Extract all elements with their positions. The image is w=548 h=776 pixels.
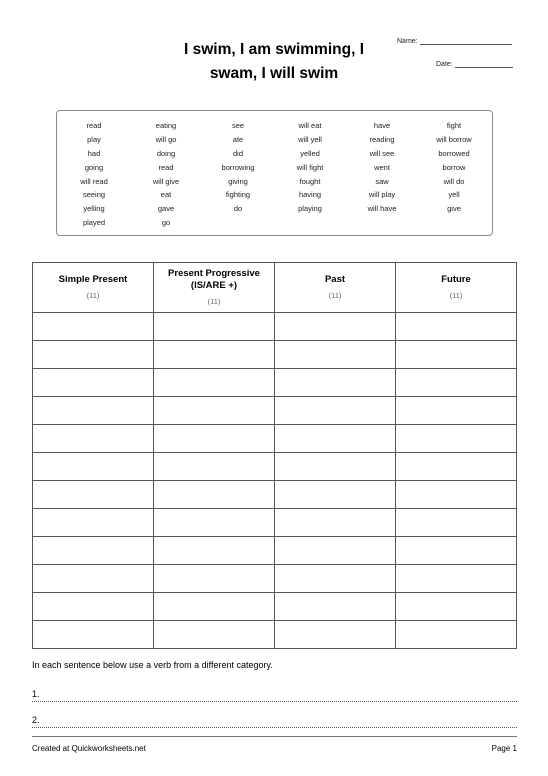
table-row — [33, 425, 517, 453]
answer-cell[interactable] — [275, 425, 396, 453]
word: giving — [228, 176, 248, 186]
table-header-row — [33, 263, 517, 313]
answer-cell[interactable] — [33, 453, 154, 481]
table-body — [33, 313, 517, 649]
word: will go — [155, 134, 177, 144]
table-row — [33, 565, 517, 593]
word: eat — [160, 190, 172, 200]
word: going — [84, 162, 104, 172]
word: go — [161, 218, 171, 228]
answer-cell[interactable] — [33, 509, 154, 537]
answer-cell[interactable] — [33, 369, 154, 397]
table-row — [33, 313, 517, 341]
word: had — [87, 148, 101, 158]
header-sublabel: (IS/ARE +) — [190, 279, 238, 291]
table-row — [33, 621, 517, 649]
word: will read — [80, 176, 108, 186]
answer-cell[interactable] — [396, 537, 517, 565]
word-bank-column — [58, 119, 130, 230]
word-bank-column — [202, 119, 274, 216]
word: do — [233, 204, 243, 214]
answer-cell[interactable] — [154, 481, 275, 509]
footer-credit: Created at Quickworksheets.net — [32, 744, 146, 753]
word: will have — [367, 204, 397, 214]
date-line[interactable] — [455, 67, 513, 68]
table-row — [33, 369, 517, 397]
answer-cell[interactable] — [154, 341, 275, 369]
name-line[interactable] — [420, 44, 512, 45]
table-row — [33, 481, 517, 509]
answer-cell[interactable] — [154, 565, 275, 593]
word: read — [158, 162, 174, 172]
table-row — [33, 453, 517, 481]
answer-cell[interactable] — [275, 537, 396, 565]
answer-cell[interactable] — [275, 453, 396, 481]
answer-cell[interactable] — [396, 509, 517, 537]
word: will see — [369, 148, 395, 158]
answer-cell[interactable] — [396, 313, 517, 341]
header-label: Future — [441, 273, 471, 285]
word-bank-column — [274, 119, 346, 216]
answer-cell[interactable] — [275, 481, 396, 509]
table-row — [33, 509, 517, 537]
date-label: Date: — [436, 61, 453, 68]
answer-rule[interactable] — [32, 727, 517, 728]
word: borrowed — [438, 148, 470, 158]
header-count: (11) — [207, 296, 221, 306]
word: read — [86, 121, 102, 130]
answer-cell[interactable] — [396, 425, 517, 453]
answer-cell[interactable] — [275, 621, 396, 649]
answer-cell[interactable] — [275, 341, 396, 369]
word-bank-column — [418, 119, 490, 216]
answer-cell[interactable] — [154, 397, 275, 425]
answer-cell[interactable] — [396, 453, 517, 481]
word: ate — [232, 134, 244, 144]
header-label: Past — [324, 273, 346, 285]
name-field[interactable] — [397, 38, 512, 45]
word: will fight — [296, 162, 324, 172]
header-present-progressive — [154, 263, 275, 313]
answer-cell[interactable] — [154, 537, 275, 565]
answer-cell[interactable] — [396, 593, 517, 621]
answer-cell[interactable] — [396, 481, 517, 509]
table-row — [33, 397, 517, 425]
word: will give — [152, 176, 180, 186]
header-count: (11) — [449, 290, 463, 300]
table-row — [33, 341, 517, 369]
word-bank-column — [346, 119, 418, 216]
word: see — [231, 121, 245, 130]
page-number: Page 1 — [491, 744, 517, 753]
answer-cell[interactable] — [275, 369, 396, 397]
word: eating — [155, 121, 177, 130]
word: yell — [448, 190, 460, 200]
word: reading — [369, 134, 395, 144]
answer-cell[interactable] — [275, 593, 396, 621]
word: will yell — [298, 134, 322, 144]
word: saw — [375, 176, 389, 186]
date-field[interactable] — [436, 61, 513, 68]
word: fight — [446, 121, 462, 130]
answer-cell[interactable] — [33, 397, 154, 425]
word: borrowing — [221, 162, 255, 172]
word-bank — [56, 110, 493, 236]
word: yelling — [83, 204, 105, 214]
word: yelled — [300, 148, 320, 158]
word: will eat — [298, 121, 322, 130]
answer-line-2[interactable] — [32, 715, 517, 725]
word: seeing — [82, 190, 106, 200]
word: give — [447, 204, 461, 214]
answer-cell[interactable] — [154, 509, 275, 537]
word-bank-column — [130, 119, 202, 230]
word: playing — [298, 204, 322, 214]
table-row — [33, 537, 517, 565]
answer-cell[interactable] — [154, 453, 275, 481]
word: gave — [157, 204, 175, 214]
word: having — [298, 190, 322, 200]
answer-cell[interactable] — [33, 565, 154, 593]
answer-cell[interactable] — [33, 341, 154, 369]
word: fighting — [225, 190, 251, 200]
word: doing — [156, 148, 176, 158]
answer-cell[interactable] — [154, 593, 275, 621]
answer-cell[interactable] — [33, 425, 154, 453]
answer-number: 1. — [32, 689, 40, 699]
name-label: Name: — [397, 38, 418, 45]
table-row — [33, 593, 517, 621]
answer-number: 2. — [32, 715, 40, 725]
header-count: (11) — [328, 290, 342, 300]
answer-cell[interactable] — [154, 313, 275, 341]
category-table — [32, 262, 517, 649]
answer-rule[interactable] — [32, 701, 517, 702]
answer-cell[interactable] — [396, 565, 517, 593]
answer-cell[interactable] — [275, 565, 396, 593]
title-line-2: swam, I will swim — [209, 65, 339, 82]
answer-cell[interactable] — [154, 621, 275, 649]
header-count: (11) — [86, 290, 100, 300]
word: borrow — [442, 162, 466, 172]
header-past — [275, 263, 396, 313]
answer-cell[interactable] — [396, 621, 517, 649]
instructions: In each sentence below use a verb from a different category. — [32, 660, 273, 670]
answer-cell[interactable] — [33, 621, 154, 649]
answer-cell[interactable] — [275, 313, 396, 341]
header-simple-present — [33, 263, 154, 313]
word: have — [373, 121, 391, 130]
title-line-1: I swim, I am swimming, I — [183, 41, 365, 58]
answer-cell[interactable] — [154, 369, 275, 397]
word: will play — [368, 190, 396, 200]
answer-cell[interactable] — [154, 425, 275, 453]
word: went — [374, 162, 390, 172]
word: will borrow — [436, 134, 472, 144]
answer-cell[interactable] — [33, 313, 154, 341]
word: will do — [443, 176, 465, 186]
answer-cell[interactable] — [33, 481, 154, 509]
answer-cell[interactable] — [33, 593, 154, 621]
answer-cell[interactable] — [396, 341, 517, 369]
header-label: Present Progressive — [168, 267, 260, 279]
word: played — [82, 218, 106, 228]
answer-cell[interactable] — [275, 509, 396, 537]
answer-cell[interactable] — [396, 369, 517, 397]
word: did — [232, 148, 243, 158]
header-label: Simple Present — [58, 273, 128, 285]
word: play — [87, 134, 101, 144]
footer — [32, 736, 517, 753]
worksheet-title — [160, 38, 388, 86]
answer-line-1[interactable] — [32, 689, 517, 699]
word: fought — [299, 176, 321, 186]
answer-cell[interactable] — [275, 397, 396, 425]
answer-cell[interactable] — [396, 397, 517, 425]
header-future — [396, 263, 517, 313]
answer-cell[interactable] — [33, 537, 154, 565]
